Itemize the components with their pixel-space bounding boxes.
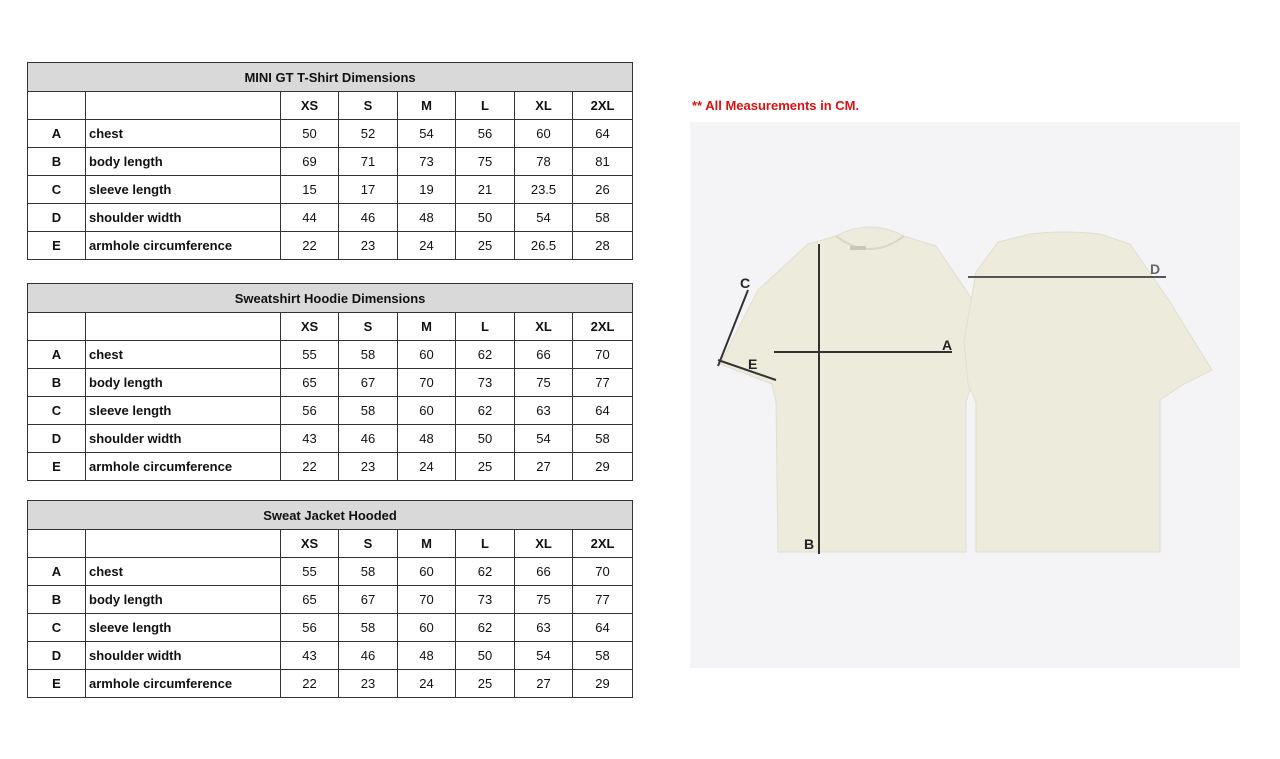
table-row [28,232,633,260]
measure-value: 70 [398,369,456,397]
size-header: M [398,92,456,120]
measure-label: body length [86,148,281,176]
measure-value: 63 [515,614,573,642]
measure-value: 21 [456,176,515,204]
measure-value: 71 [339,148,398,176]
measure-key: B [28,148,86,176]
measure-value: 69 [281,148,339,176]
measure-key: C [28,176,86,204]
measure-value: 67 [339,586,398,614]
label-b: B [804,536,815,552]
measure-value: 65 [281,586,339,614]
table-row [28,176,633,204]
measure-value: 24 [398,232,456,260]
measure-label: shoulder width [86,425,281,453]
measure-value: 56 [456,120,515,148]
label-e: E [748,356,758,372]
size-header: M [398,313,456,341]
table-row [28,558,633,586]
measure-value: 50 [456,204,515,232]
size-table [27,62,633,260]
table-row [28,120,633,148]
measure-value: 29 [573,453,633,481]
measure-value: 60 [515,120,573,148]
measure-value: 52 [339,120,398,148]
measure-value: 58 [573,642,633,670]
measure-value: 67 [339,369,398,397]
measure-value: 64 [573,397,633,425]
table-row [28,642,633,670]
measure-value: 54 [515,204,573,232]
measure-value: 50 [281,120,339,148]
measure-value: 75 [515,369,573,397]
size-header: S [339,313,398,341]
measure-value: 78 [515,148,573,176]
measure-value: 54 [515,642,573,670]
table-title: Sweatshirt Hoodie Dimensions [28,284,633,313]
measure-value: 46 [339,425,398,453]
measure-value: 62 [456,614,515,642]
measure-value: 29 [573,670,633,698]
measure-label: chest [86,558,281,586]
measure-value: 25 [456,232,515,260]
measure-value: 56 [281,614,339,642]
measure-label: armhole circumference [86,232,281,260]
measure-key: C [28,397,86,425]
measure-value: 23.5 [515,176,573,204]
measure-value: 23 [339,453,398,481]
empty-header-cell [86,92,281,120]
size-header: L [456,92,515,120]
measure-value: 64 [573,614,633,642]
measure-value: 19 [398,176,456,204]
size-header: XL [515,530,573,558]
size-header: XL [515,313,573,341]
measure-key: E [28,670,86,698]
size-header: 2XL [573,313,633,341]
measure-label: shoulder width [86,642,281,670]
measure-value: 54 [515,425,573,453]
measurements-note: ** All Measurements in CM. [692,98,860,113]
measure-label: chest [86,120,281,148]
measure-value: 44 [281,204,339,232]
measure-value: 17 [339,176,398,204]
measure-value: 22 [281,670,339,698]
table-row [28,670,633,698]
measure-value: 58 [339,558,398,586]
measure-key: B [28,369,86,397]
measure-value: 70 [398,586,456,614]
table-row [28,453,633,481]
measure-key: E [28,453,86,481]
measure-value: 23 [339,232,398,260]
measure-value: 55 [281,341,339,369]
measure-label: body length [86,586,281,614]
measure-value: 60 [398,614,456,642]
measure-value: 46 [339,642,398,670]
measure-label: sleeve length [86,614,281,642]
measure-value: 24 [398,453,456,481]
measure-value: 28 [573,232,633,260]
measure-value: 75 [456,148,515,176]
table-row [28,614,633,642]
shirt-back-shape [964,232,1212,552]
measure-value: 54 [398,120,456,148]
measure-value: 62 [456,341,515,369]
size-header: 2XL [573,92,633,120]
measure-value: 56 [281,397,339,425]
empty-header-cell [86,313,281,341]
measure-value: 81 [573,148,633,176]
measure-value: 60 [398,558,456,586]
size-table [27,500,633,698]
measure-value: 70 [573,558,633,586]
measure-value: 66 [515,558,573,586]
table-row [28,369,633,397]
measure-value: 70 [573,341,633,369]
shirt-measurement-diagram [690,122,1240,668]
size-header: 2XL [573,530,633,558]
measure-label: chest [86,341,281,369]
measure-value: 26 [573,176,633,204]
measure-label: sleeve length [86,176,281,204]
measure-value: 27 [515,453,573,481]
measure-value: 48 [398,642,456,670]
measure-value: 58 [339,397,398,425]
measure-value: 62 [456,397,515,425]
table-row [28,341,633,369]
measure-value: 43 [281,642,339,670]
shirt-diagram-svg [690,122,1240,668]
measure-value: 58 [339,614,398,642]
measure-key: D [28,425,86,453]
measure-value: 63 [515,397,573,425]
size-header: L [456,313,515,341]
measure-label: shoulder width [86,204,281,232]
measure-label: armhole circumference [86,453,281,481]
measure-value: 58 [339,341,398,369]
measure-value: 48 [398,425,456,453]
table-title: Sweat Jacket Hooded [28,501,633,530]
size-header: XS [281,92,339,120]
table-header-row [28,92,633,120]
measure-value: 62 [456,558,515,586]
measure-value: 55 [281,558,339,586]
measure-value: 25 [456,670,515,698]
measure-value: 58 [573,204,633,232]
measure-value: 15 [281,176,339,204]
measure-key: B [28,586,86,614]
measure-value: 50 [456,425,515,453]
label-d: D [1150,261,1161,277]
measure-label: armhole circumference [86,670,281,698]
measure-value: 60 [398,397,456,425]
measure-value: 48 [398,204,456,232]
table-header-row [28,530,633,558]
measure-value: 23 [339,670,398,698]
measure-value: 27 [515,670,573,698]
table-title: MINI GT T-Shirt Dimensions [28,63,633,92]
measure-value: 64 [573,120,633,148]
empty-header-cell [28,92,86,120]
size-header: S [339,530,398,558]
measure-key: A [28,341,86,369]
label-c: C [740,275,751,291]
measure-value: 24 [398,670,456,698]
table-row [28,586,633,614]
measure-value: 22 [281,232,339,260]
measure-value: 66 [515,341,573,369]
shirt-tag [850,246,866,250]
measure-value: 65 [281,369,339,397]
table-row [28,425,633,453]
measure-value: 46 [339,204,398,232]
size-header: L [456,530,515,558]
measure-key: E [28,232,86,260]
measure-key: D [28,204,86,232]
measure-value: 75 [515,586,573,614]
measure-value: 43 [281,425,339,453]
table-row [28,204,633,232]
table-row [28,397,633,425]
measure-value: 77 [573,586,633,614]
empty-header-cell [86,530,281,558]
measure-value: 73 [398,148,456,176]
measure-key: D [28,642,86,670]
empty-header-cell [28,313,86,341]
measure-value: 26.5 [515,232,573,260]
table-header-row [28,313,633,341]
empty-header-cell [28,530,86,558]
label-a: A [942,337,953,353]
measure-key: A [28,558,86,586]
size-header: XL [515,92,573,120]
measure-value: 58 [573,425,633,453]
measure-value: 73 [456,369,515,397]
measure-value: 77 [573,369,633,397]
measure-value: 60 [398,341,456,369]
size-header: XS [281,530,339,558]
measure-value: 73 [456,586,515,614]
shirt-front-shape [720,227,1000,552]
measure-label: sleeve length [86,397,281,425]
size-header: XS [281,313,339,341]
measure-label: body length [86,369,281,397]
size-header: M [398,530,456,558]
measure-value: 50 [456,642,515,670]
measure-key: C [28,614,86,642]
size-header: S [339,92,398,120]
measure-value: 25 [456,453,515,481]
measure-key: A [28,120,86,148]
table-row [28,148,633,176]
size-table [27,283,633,481]
measure-value: 22 [281,453,339,481]
